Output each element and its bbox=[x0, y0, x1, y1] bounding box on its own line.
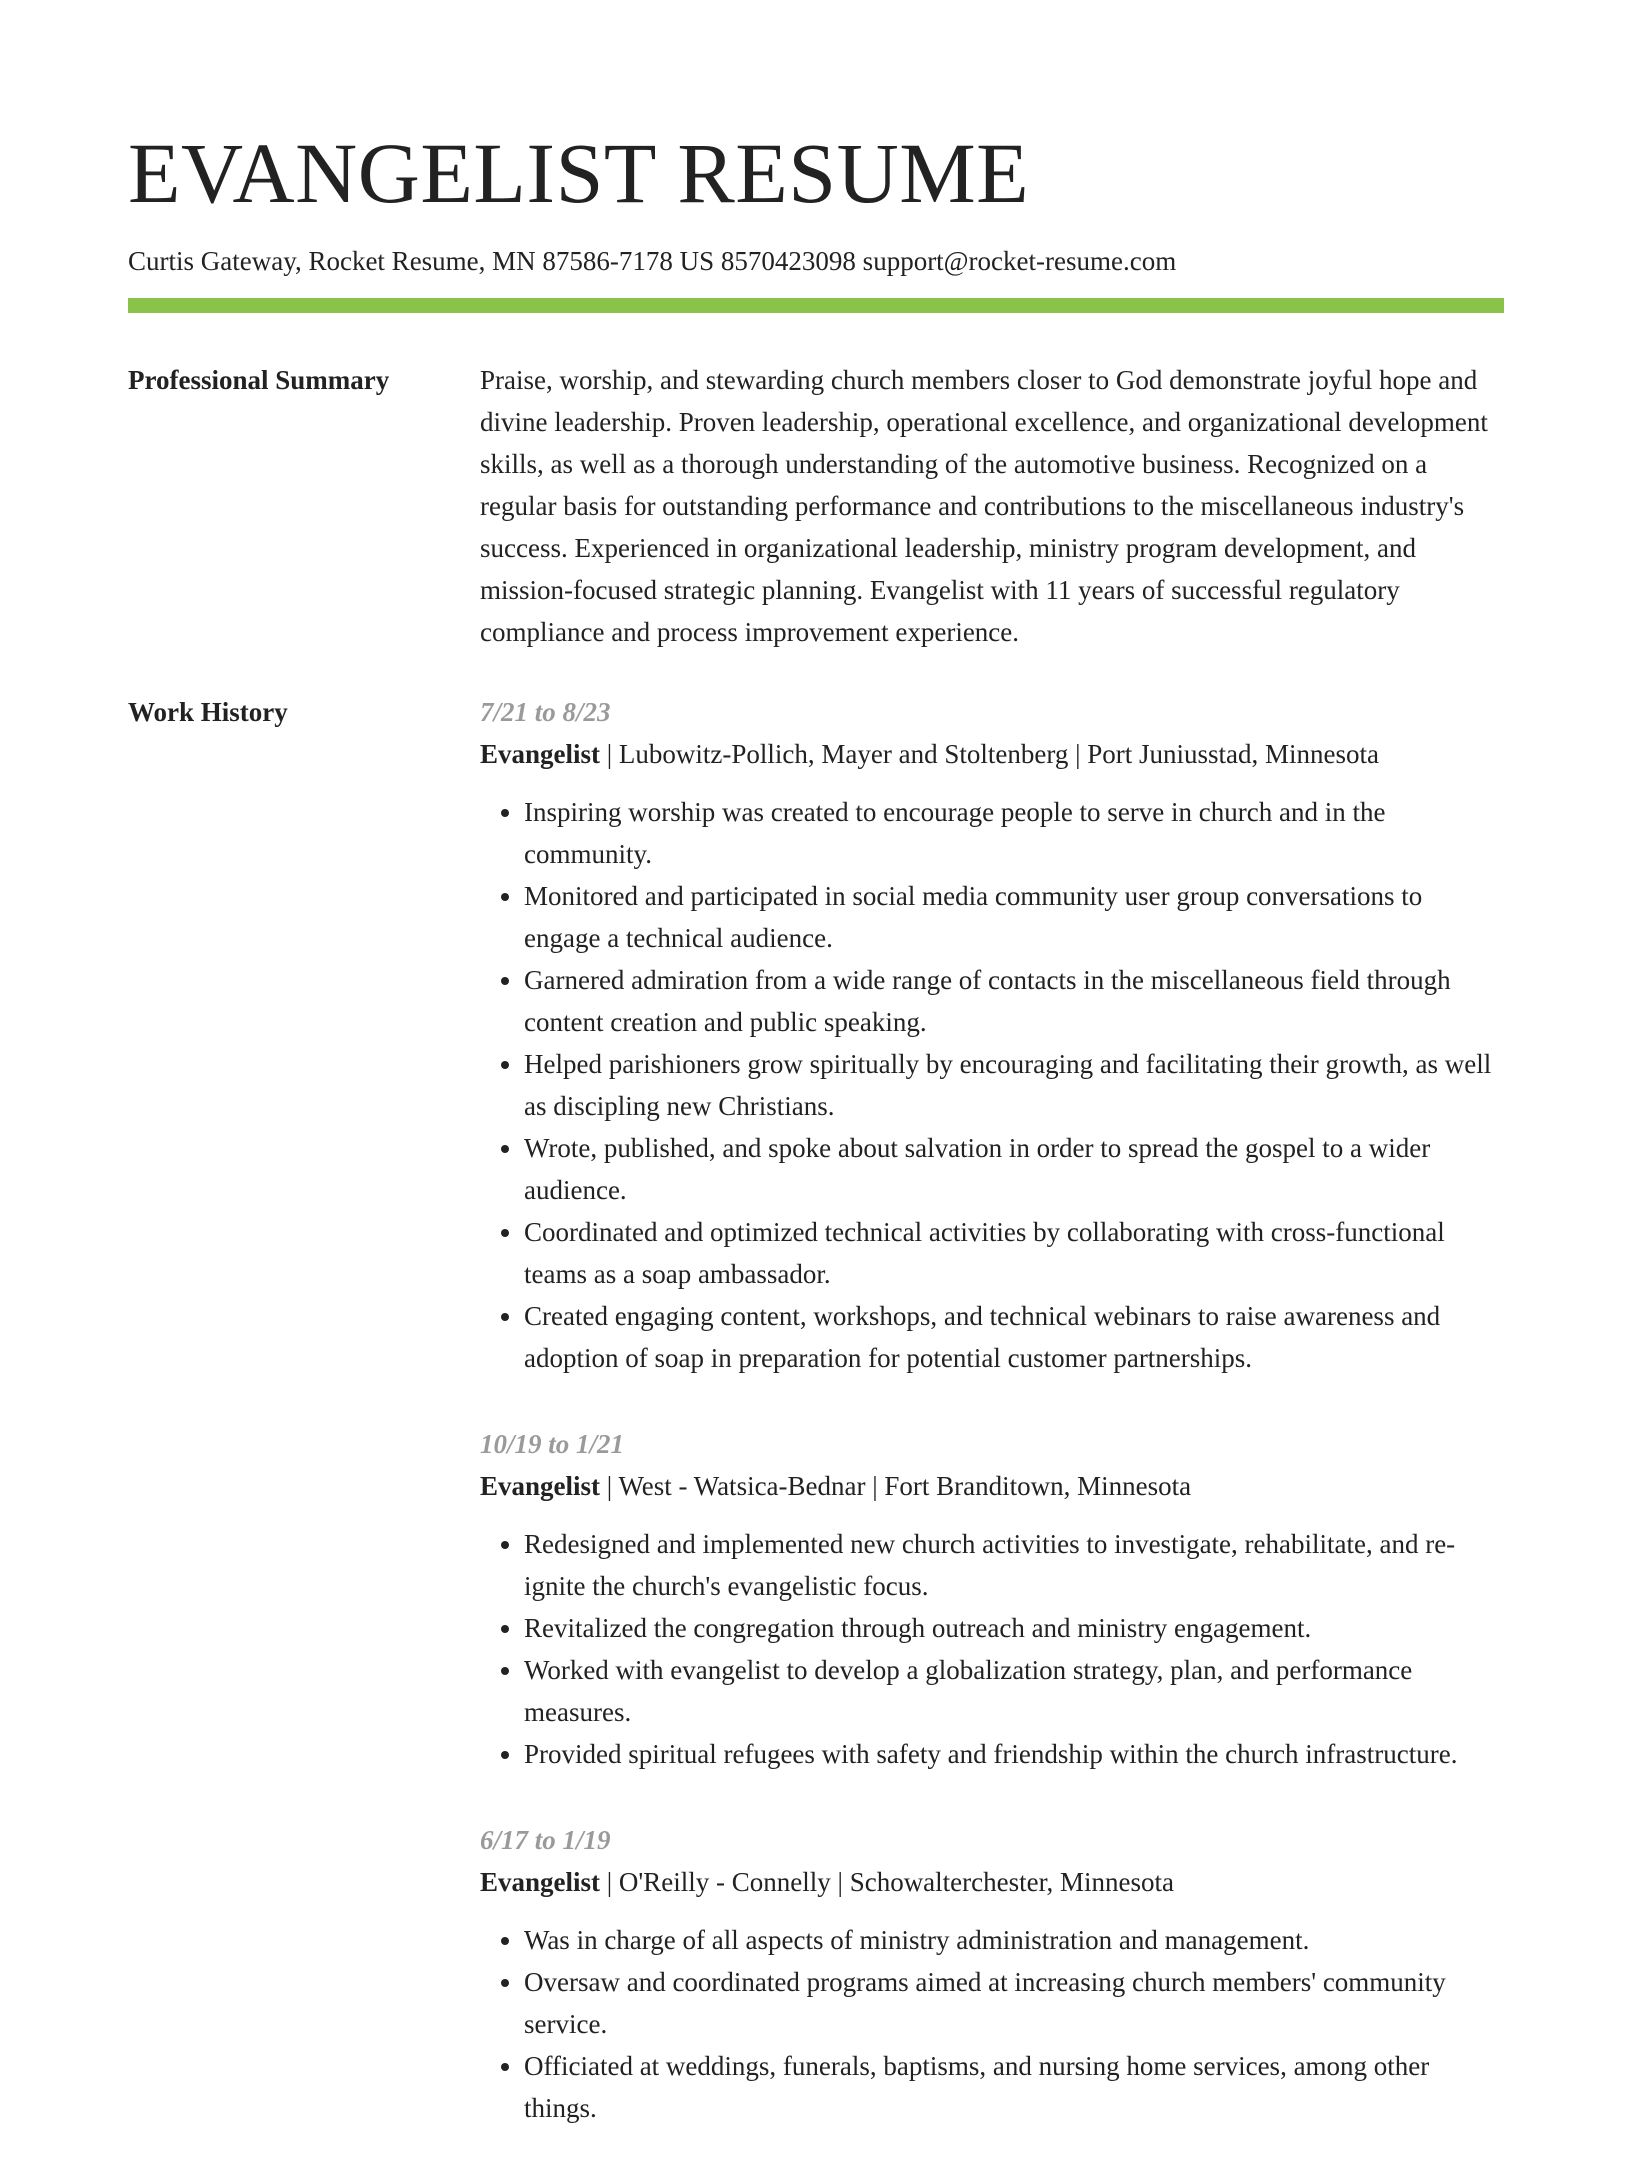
summary-text: Praise, worship, and stewarding church members closer to God demonstrate joyful hope and divine leadership. Proven leadership, operational excellence, and organizational development skills, as well as a thorough understanding of the automotive business. Recognized on a regular basis for outstanding performance and contributions to the miscellaneous industry's success. Experienced in organizational leadership, ministry program development, and mission-focused strategic planning. Evangelist with 11 years of successful regulatory compliance and process improvement experience. bbox=[480, 365, 1488, 647]
job-header-line bbox=[480, 733, 1504, 775]
job-title: Evangelist bbox=[480, 1471, 601, 1501]
job-bullet: • Monitored and participated in social media community user group conversations to engage a technical audience. bbox=[524, 875, 1504, 959]
job-bullet-list bbox=[480, 1919, 1504, 2129]
job-header-line bbox=[480, 1861, 1504, 1903]
job-company: West - Watsica-Bednar bbox=[618, 1471, 866, 1501]
job-bullet: • Redesigned and implemented new church activities to investigate, rehabilitate, and re-ignite the church's evangelistic focus. bbox=[524, 1523, 1504, 1607]
job-location: Schowalterchester, Minnesota bbox=[849, 1867, 1175, 1897]
job-list bbox=[480, 691, 1504, 2173]
accent-divider bbox=[128, 298, 1504, 313]
work-history-section bbox=[128, 691, 1504, 2173]
job-company: Lubowitz-Pollich, Mayer and Stoltenberg bbox=[618, 739, 1069, 769]
job-entry bbox=[480, 691, 1504, 1379]
job-bullet-list bbox=[480, 1523, 1504, 1775]
job-bullet: • Created engaging content, workshops, and technical webinars to raise awareness and adoption of soap in preparation for potential customer partnerships. bbox=[524, 1295, 1504, 1379]
job-bullet: • Helped parishioners grow spiritually by encouraging and facilitating their growth, as well as discipling new Christians. bbox=[524, 1043, 1504, 1127]
job-separator: | bbox=[600, 1867, 619, 1897]
job-bullet-list bbox=[480, 791, 1504, 1379]
job-entry bbox=[480, 1819, 1504, 2129]
job-bullet: • Oversaw and coordinated programs aimed at increasing church members' community service. bbox=[524, 1961, 1504, 2045]
job-separator: | bbox=[830, 1867, 850, 1897]
job-bullet: • Worked with evangelist to develop a globalization strategy, plan, and performance measures. bbox=[524, 1649, 1504, 1733]
job-company: O'Reilly - Connelly bbox=[618, 1867, 831, 1897]
resume-title: EVANGELIST RESUME bbox=[128, 125, 1030, 221]
job-bullet: • Provided spiritual refugees with safety and friendship within the church infrastructure. bbox=[524, 1733, 1504, 1775]
job-title: Evangelist bbox=[480, 1867, 601, 1897]
job-location: Fort Branditown, Minnesota bbox=[884, 1471, 1192, 1501]
job-dates: 6/17 to 1/19 bbox=[480, 1825, 611, 1855]
summary-heading: Professional Summary bbox=[128, 365, 390, 395]
job-bullet: • Officiated at weddings, funerals, baptisms, and nursing home services, among other things. bbox=[524, 2045, 1504, 2129]
job-bullet: • Revitalized the congregation through outreach and ministry engagement. bbox=[524, 1607, 1504, 1649]
contact-info: Curtis Gateway, Rocket Resume, MN 87586-7178 US 8570423098 support@rocket-resume.com bbox=[128, 246, 1177, 276]
job-location: Port Juniusstad, Minnesota bbox=[1087, 739, 1380, 769]
job-entry bbox=[480, 1423, 1504, 1775]
job-bullet: • Wrote, published, and spoke about salvation in order to spread the gospel to a wider audience. bbox=[524, 1127, 1504, 1211]
job-separator: | bbox=[865, 1471, 885, 1501]
summary-section bbox=[128, 359, 1504, 653]
job-separator: | bbox=[600, 1471, 619, 1501]
summary-body bbox=[480, 359, 1504, 653]
job-title: Evangelist bbox=[480, 739, 601, 769]
job-separator: | bbox=[1068, 739, 1088, 769]
job-header-line bbox=[480, 1465, 1504, 1507]
job-dates: 7/21 to 8/23 bbox=[480, 697, 611, 727]
job-separator: | bbox=[600, 739, 619, 769]
job-bullet: • Was in charge of all aspects of ministry administration and management. bbox=[524, 1919, 1504, 1961]
resume-page bbox=[128, 0, 1504, 2173]
work-history-heading: Work History bbox=[128, 697, 288, 727]
job-bullet: • Inspiring worship was created to encourage people to serve in church and in the community. bbox=[524, 791, 1504, 875]
job-bullet: • Garnered admiration from a wide range of contacts in the miscellaneous field through content creation and public speaking. bbox=[524, 959, 1504, 1043]
job-bullet: • Coordinated and optimized technical activities by collaborating with cross-functional teams as a soap ambassador. bbox=[524, 1211, 1504, 1295]
job-dates: 10/19 to 1/21 bbox=[480, 1429, 625, 1459]
